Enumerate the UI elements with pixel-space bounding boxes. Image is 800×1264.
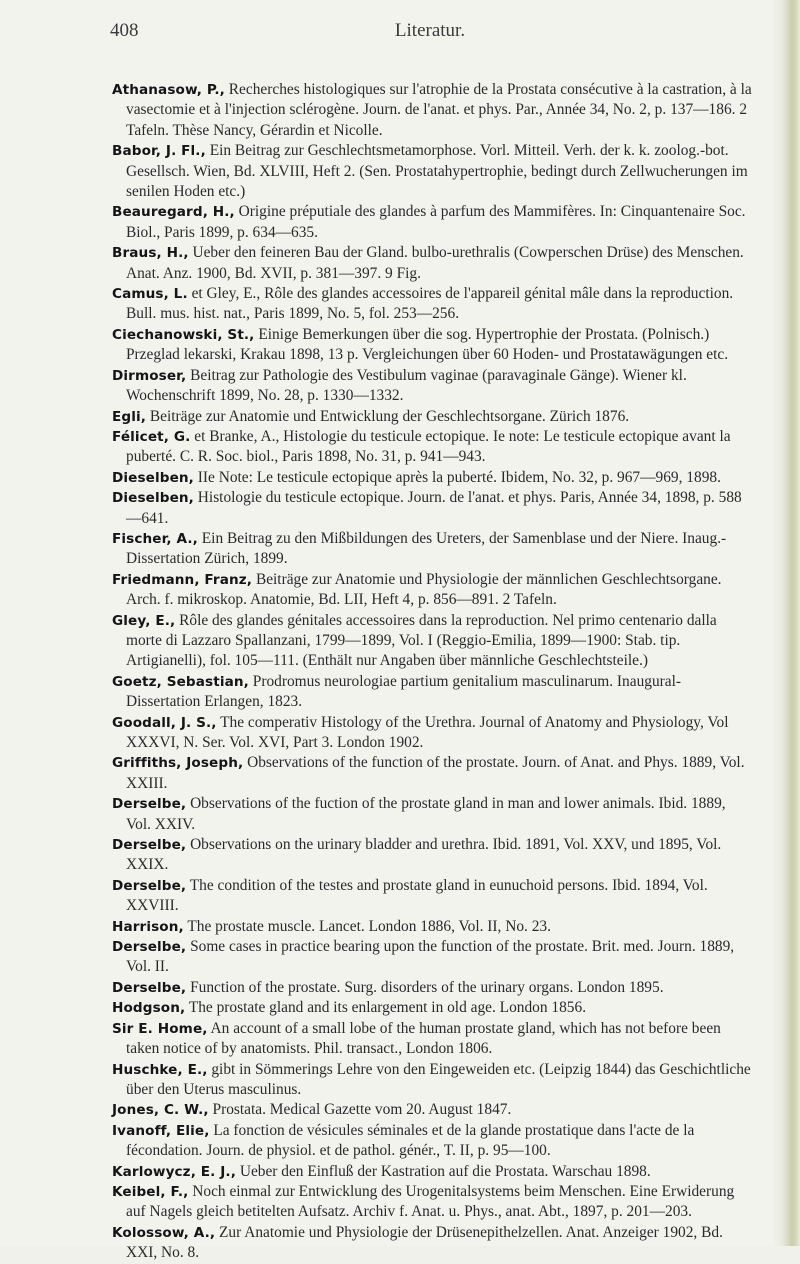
entry-author: Fischer, A., [112,530,198,547]
entry-author: Friedmann, Franz, [112,571,253,588]
bibliography-entry [112,366,752,407]
entry-author: Griffiths, Joseph, [112,755,244,772]
entry-text: An account of a small lobe of the human prostate gland, which has not before been taken notice of by anatomists. Phil. transact., London 1806. [126,1019,721,1058]
entry-author: Derselbe, [112,979,187,996]
entry-author: Ciechanowski, St., [112,326,255,343]
bibliography-entry [112,876,752,917]
entry-author: Braus, H., [112,245,189,262]
entry-text: Observations on the urinary bladder and urethra. Ibid. 1891, Vol. XXV, und 1895, Vol. XXIX. [126,836,722,874]
bibliography-entry [112,937,752,978]
entry-author: Athanasow, P., [112,82,225,98]
bibliography-entry [112,753,752,794]
entry-text: Prodromus neurologiae partium genitalium masculinarum. Inaugural-Dissertation Erlangen, 1823. [126,672,682,711]
entry-author: Gley, E., [112,612,176,629]
entry-text: Ueber den feineren Bau der Gland. bulbo-urethralis (Cowperschen Drüse) des Menschen. Anat. Anz. 1900, Bd. XVII, p. 381—397. 9 Fig. [126,244,744,282]
bibliography-entry [112,1223,752,1264]
bibliography-entry [112,468,752,488]
entry-author: Babor, J. Fl., [112,143,206,160]
entry-author: Derselbe, [112,796,187,813]
entry-author: Huschke, E., [112,1061,208,1078]
entry-author: Félicet, G. [112,428,191,445]
entry-author: Beauregard, H., [112,204,235,221]
running-title: Literatur. [394,20,466,41]
entry-author: Dieselben, [112,490,194,507]
entry-author: Egli, [112,408,146,425]
bibliography-entry [112,284,752,325]
entry-author: Goodall, J. S., [112,714,217,731]
entry-text: Function of the prostate. Surg. disorders of the urinary organs. London 1895. [190,978,664,996]
bibliography-entry [112,1019,752,1060]
bibliography-entry [112,202,752,243]
entry-text: gibt in Sömmerings Lehre von den Eingeweiden etc. (Leipzig 1844) das Geschichtliche über den Uterus masculinus. [126,1060,751,1098]
entry-text: et Gley, E., Rôle des glandes accessoires de l'appareil génital mâle dans la reproduction. Bull. mus. hist. nat., Paris 1899, No. 5, fol. 253—256. [126,285,734,323]
entry-text: La fonction de vésicules séminales et de la glande prostatique dans l'acte de la fécondation. Journ. de physiol. et de pathol. génér., T. II, p. 95—100. [126,1121,695,1160]
bibliography-entry [112,407,752,427]
bibliography-entry [112,713,752,754]
entry-text: Noch einmal zur Entwicklung des Urogenitalsystems beim Menschen. Eine Erwiderung auf Nagels gleich betitelten Aufsatz. Archiv f. Anat. u. Phys., anat. Abt., 1897, p. 201—203. [126,1182,735,1221]
entry-author: Dirmoser, [112,367,187,384]
bibliography-entry [112,998,752,1018]
entry-text: IIe Note: Le testicule ectopique après la puberté. Ibidem, No. 32, p. 967—969, 1898. [197,468,721,486]
bibliography-entry [112,325,752,366]
entry-text: Histologie du testicule ectopique. Journ. de l'anat. et phys. Paris, Année 34, 1898, p. 588—641. [126,489,742,527]
entry-text: Beiträge zur Anatomie und Physiologie der männlichen Geschlechtsorgane. Arch. f. mikroskop. Anatomie, Bd. LII, Heft 4, p. 856—891. 2 Tafeln. [126,570,722,609]
bibliography-entry [112,1100,752,1120]
bibliography-entry [112,978,752,998]
entry-author: Karlowycz, E. J., [112,1163,236,1180]
entry-author: Derselbe, [112,837,187,854]
bibliography-entry [112,672,752,713]
entry-text: The comperativ Histology of the Urethra. Journal of Anatomy and Physiology, Vol XXXVI, N. Ser. Vol. XVI, Part 3. London 1902. [126,713,729,751]
bibliography-entry [112,794,752,835]
entry-author: Jones, C. W., [112,1102,209,1119]
entry-author: Harrison, [112,918,184,935]
entry-text: The prostate gland and its enlargement in old age. London 1856. [188,999,587,1017]
bibliography-entry [112,80,752,141]
entry-author: Derselbe, [112,939,187,956]
entry-author: Goetz, Sebastian, [112,673,249,690]
bibliography-entry [112,1162,752,1182]
entry-text: The prostate muscle. Lancet. London 1886, Vol. II, No. 23. [187,917,551,935]
entry-text: Zur Anatomie und Physiologie der Drüsenepithelzellen. Anat. Anzeiger 1902, Bd. XXI, No. 8. [126,1223,723,1262]
bibliography-entry [112,917,752,937]
bibliography-entry [112,243,752,284]
bibliography-entry [112,835,752,876]
entry-author: Kolossow, A., [112,1224,216,1241]
entry-text: Observations of the fuction of the prostate gland in man and lower animals. Ibid. 1889, Vol. XXIV. [126,795,726,833]
entry-author: Camus, L. [112,286,188,303]
entry-text: Some cases in practice bearing upon the function of the prostate. Brit. med. Journ. 1889, Vol. II. [126,938,735,976]
entry-text: Rôle des glandes génitales accessoires dans la reproduction. Nel primo centenario dalla morte di Lazzaro Spallanzani, 1799—1899, Vol. I (Reggio-Emilia, 1899—1900: Stab. tip. Artigianelli), fol. 105—111. (Enthält nur Angaben über männliche Geschlechtsteile.) [126,611,717,670]
entry-text: Einige Bemerkungen über die sog. Hypertrophie der Prostata. (Polnisch.) Przeglad lekarski, Krakau 1898, 13 p. Vergleichungen über 60 Hoden- und Prostatawägungen etc. [126,325,729,364]
bibliography-entry [112,570,752,611]
entry-author: Sir E. Home, [112,1020,208,1037]
bibliography-entry [112,141,752,202]
entry-text: Ein Beitrag zur Geschlechtsmetamorphose. Vorl. Mitteil. Verh. der k. k. zoolog.-bot. Gesellsch. Wien, Bd. XLVIII, Heft 2. (Sen. Prostatahypertrophie, bedingt durch Zellwucherungen im senilen Hoden etc.) [126,142,748,201]
page-edge-shadow [772,0,800,1246]
entry-text: Origine préputiale des glandes à parfum des Mammifères. In: Cinquantenaire Soc. Biol., Paris 1899, p. 634—635. [126,203,746,241]
bibliography-entry [112,529,752,570]
entry-text: Beitrag zur Pathologie des Vestibulum vaginae (paravaginale Gänge). Wiener kl. Wochenschrift 1899, No. 28, p. 1330—1332. [126,366,687,405]
entry-text: et Branke, A., Histologie du testicule ectopique. Ie note: Le testicule ectopique avant la puberté. C. R. Soc. biol., Paris 1898, No. 31, p. 941—943. [126,427,731,466]
entry-text: Beiträge zur Anatomie und Entwicklung der Geschlechtsorgane. Zürich 1876. [149,407,630,425]
entry-author: Hodgson, [112,1000,186,1017]
bibliography-entry [112,427,752,468]
entry-author: Keibel, F., [112,1183,189,1200]
entry-text: The condition of the testes and prostate gland in eunuchoid persons. Ibid. 1894, Vol. XXVIII. [126,876,708,915]
bibliography-entry [112,1121,752,1162]
entry-text: Ueber den Einfluß der Kastration auf die Prostata. Warschau 1898. [239,1162,651,1180]
page-header [110,20,750,44]
bibliography-entry [112,1182,752,1223]
bibliography-entry [112,488,752,529]
bibliography-list [112,80,752,1264]
page-number: 408 [110,20,139,41]
entry-author: Dieselben, [112,469,194,486]
entry-author: Derselbe, [112,877,187,894]
bibliography-entry [112,1060,752,1101]
entry-text: Recherches histologiques sur l'atrophie de la Prostata consécutive à la castration, à la vasectomie et à l'injection sclérogène. Journ. de l'anat. et phys. Par., Année 34, No. 2, p. 137—186. 2 Tafeln. Thèse Nancy, Gérardin et Nicolle. [126,81,752,139]
bibliography-entry [112,611,752,672]
entry-text: Ein Beitrag zu den Mißbildungen des Ureters, der Samenblase und der Niere. Inaug.-Dissertation Zürich, 1899. [126,529,727,568]
entry-author: Ivanoff, Elie, [112,1122,210,1139]
entry-text: Prostata. Medical Gazette vom 20. August 1847. [212,1101,512,1119]
entry-text: Observations of the function of the prostate. Journ. of Anat. and Phys. 1889, Vol. XXIII. [126,754,745,792]
